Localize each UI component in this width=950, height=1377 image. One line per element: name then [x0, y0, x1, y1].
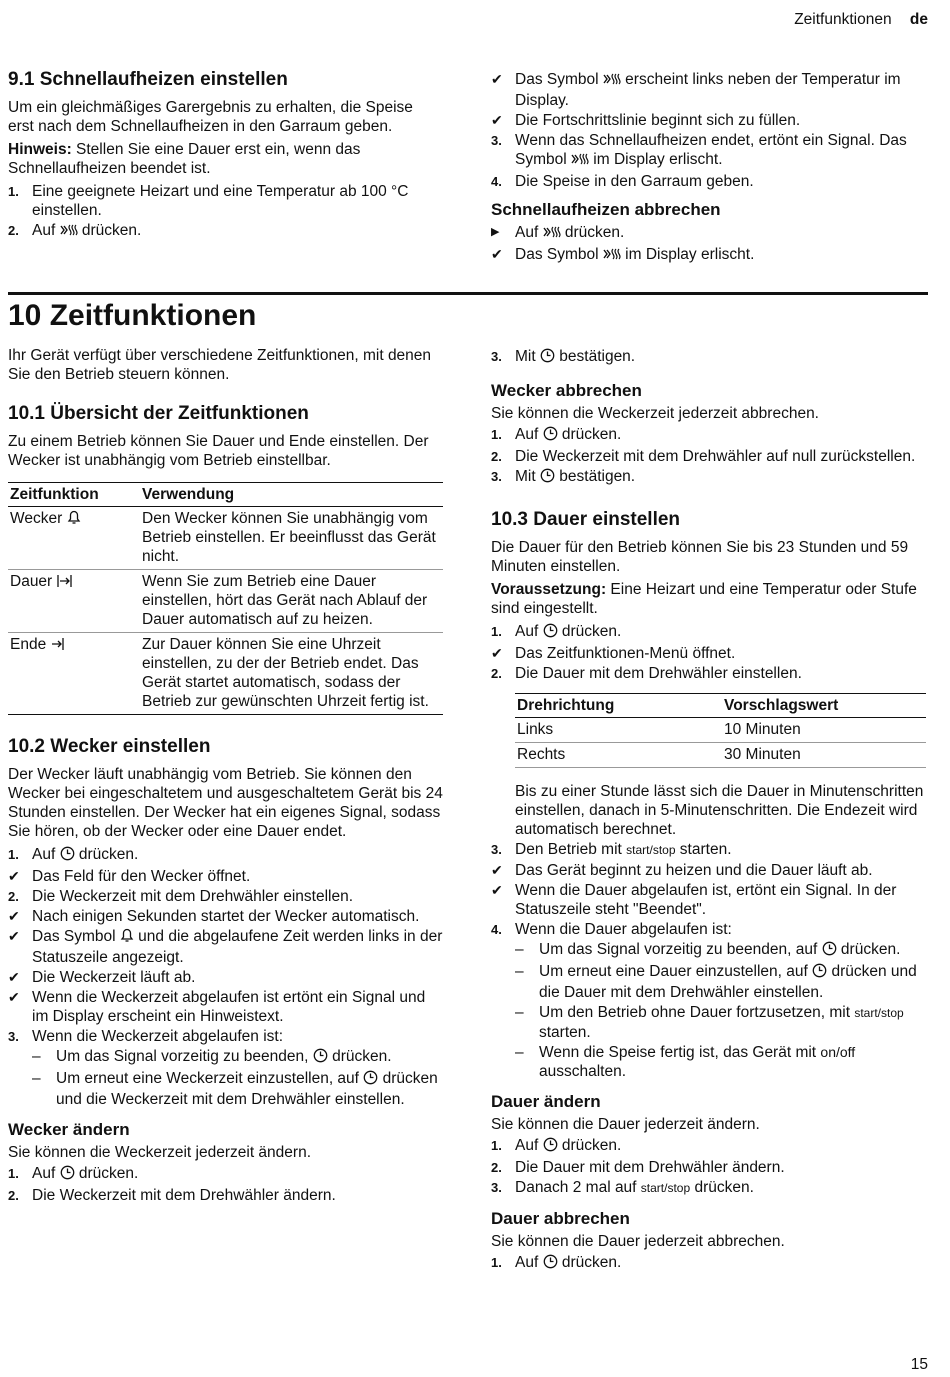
sub-item	[491, 962, 926, 1002]
step	[8, 1027, 443, 1046]
arrow-icon: ▶	[491, 226, 500, 238]
sub-text: Um erneut eine Weckerzeit einzustellen, auf	[56, 1070, 364, 1087]
step-number: 2.	[491, 1160, 502, 1175]
step	[491, 425, 926, 446]
step	[8, 1164, 443, 1185]
check-icon: ✔	[8, 969, 20, 985]
check-icon: ✔	[491, 882, 503, 898]
section-9-1	[8, 68, 428, 243]
check-icon: ✔	[8, 908, 20, 924]
step-text: im Display erlischt.	[589, 151, 723, 168]
table-cell	[8, 507, 140, 570]
step-text: Auf	[515, 426, 543, 443]
step-number: 3.	[491, 1180, 502, 1195]
prerequisite-text: Eine Heizart und eine Temperatur oder Stufe sind eingestellt.	[491, 581, 917, 617]
step-number: 2.	[8, 223, 19, 238]
result	[8, 988, 443, 1026]
step-number: 3.	[491, 349, 502, 364]
step-text: starten.	[675, 841, 732, 858]
step	[491, 467, 926, 488]
header-section: Zeitfunktionen	[794, 11, 892, 28]
sub-text: drücken und die Dauer mit dem Drehwähler einstellen.	[539, 963, 917, 1001]
table-header: Zeitfunktion	[8, 483, 140, 507]
step-text: Die Weckerzeit mit dem Drehwähler auf null zurückstellen.	[515, 448, 916, 465]
bell-icon	[67, 510, 81, 530]
sub-text: starten.	[539, 1024, 591, 1041]
sub-text: Um das Signal vorzeitig zu beenden,	[56, 1048, 313, 1065]
function-name: Wecker	[10, 510, 63, 527]
clock-icon	[60, 1165, 75, 1185]
step-number: 1.	[8, 847, 19, 862]
fast-heat-icon	[603, 247, 621, 266]
clock-icon	[543, 1137, 558, 1157]
result-text: Das Feld für den Wecker öffnet.	[32, 868, 251, 885]
note	[8, 140, 428, 178]
table-cell	[8, 570, 140, 633]
table-header-row	[515, 694, 926, 718]
result-text: Wenn die Weckerzeit abgelaufen ist ertönt ein Signal und im Display erscheint ein Hinweistext.	[32, 989, 426, 1025]
chapter-title: 10 Zeitfunktionen	[8, 299, 257, 332]
step	[8, 887, 443, 906]
section-title: 9.1 Schnellaufheizen einstellen	[8, 69, 288, 90]
step-number: 2.	[491, 449, 502, 464]
table-header: Vorschlagswert	[722, 694, 926, 718]
step-number: 1.	[491, 1255, 502, 1270]
result	[8, 867, 443, 886]
check-icon: ✔	[8, 989, 20, 1005]
step-number: 1.	[491, 624, 502, 639]
sub-text: drücken und die Weckerzeit mit dem Drehwähler einstellen.	[56, 1070, 438, 1108]
step	[491, 664, 926, 683]
step-number: 2.	[491, 666, 502, 681]
table-row	[8, 633, 443, 715]
step-text: Die Weckerzeit mit dem Drehwähler einstellen.	[32, 888, 354, 905]
step-text: bestätigen.	[554, 468, 636, 485]
step-text: Die Dauer mit dem Drehwähler ändern.	[515, 1159, 785, 1176]
result-text: Das Symbol	[515, 71, 603, 88]
step-text: drücken.	[557, 1254, 622, 1271]
page-header	[794, 10, 928, 29]
step-text: Wenn die Dauer abgelaufen ist:	[515, 921, 732, 938]
section-title: 10.2 Wecker einstellen	[8, 736, 211, 757]
step-number: 4.	[491, 922, 502, 937]
step-text: Die Dauer mit dem Drehwähler einstellen.	[515, 665, 802, 682]
step-number: 2.	[8, 889, 19, 904]
step-text: Die Weckerzeit mit dem Drehwähler ändern.	[32, 1187, 336, 1204]
function-name: Dauer	[10, 573, 53, 590]
step-text: Auf	[32, 846, 60, 863]
step-text: Auf	[515, 1254, 543, 1271]
step	[491, 920, 926, 939]
step-text: Wenn die Weckerzeit abgelaufen ist:	[32, 1028, 284, 1045]
step	[491, 131, 926, 171]
paragraph: Sie können die Weckerzeit jederzeit ändern.	[8, 1144, 311, 1161]
step-text: bestätigen.	[554, 348, 636, 365]
paragraph: Bis zu einer Stunde lässt sich die Dauer in Minutenschritten einstellen, danach in 5-Minutenschritten. Die Endezeit wird automatisch berechnet.	[515, 783, 924, 838]
step	[491, 840, 926, 860]
step-number: 4.	[491, 174, 502, 189]
paragraph: Um ein gleichmäßiges Garergebnis zu erhalten, die Speise erst nach dem Schnellaufheizen in den Garraum geben.	[8, 99, 413, 135]
sub-item	[491, 1043, 926, 1081]
check-icon: ✔	[491, 862, 503, 878]
step-number: 3.	[491, 469, 502, 484]
clock-icon	[60, 846, 75, 866]
table-cell: Wenn Sie zum Betrieb eine Dauer einstellen, hört das Gerät nach Ablauf der Dauer automatisch auf zu heizen.	[140, 570, 443, 633]
result-text: Wenn die Dauer abgelaufen ist, ertönt ein Signal. In der Statuszeile steht "Beendet".	[515, 882, 897, 918]
step	[491, 1178, 926, 1198]
clock-icon	[540, 468, 555, 488]
table-header-row	[8, 483, 443, 507]
chapter-rule	[8, 292, 928, 295]
clock-icon	[812, 963, 827, 983]
step-text: drücken.	[74, 846, 139, 863]
step	[491, 447, 926, 466]
step-number: 3.	[8, 1029, 19, 1044]
action	[491, 223, 926, 244]
step-text: Auf	[515, 1137, 543, 1154]
step	[491, 172, 926, 191]
on-off-key: on/off	[820, 1044, 856, 1060]
step-text: drücken.	[690, 1179, 754, 1196]
check-icon: ✔	[491, 112, 503, 128]
sub-item	[491, 940, 926, 961]
paragraph: Der Wecker läuft unabhängig vom Betrieb. Sie können den Wecker bei eingeschaltetem und ausgeschaltetem Gerät bis 24 Stunden einstellen. Der Wecker hat ein eigenes Signal, sodass Sie hören, ob der Wecker oder eine Dauer endet.	[8, 766, 443, 840]
table-cell: Den Wecker können Sie unabhängig vom Betrieb einstellen. Er beeinflusst das Gerät nicht.	[140, 507, 443, 570]
table-cell: 10 Minuten	[722, 718, 926, 743]
result-text: Das Symbol	[32, 928, 120, 945]
time-functions-table	[8, 482, 443, 715]
step-text: Mit	[515, 348, 540, 365]
paragraph: Sie können die Weckerzeit jederzeit abbrechen.	[491, 405, 819, 422]
paragraph: Sie können die Dauer jederzeit abbrechen.	[491, 1233, 785, 1250]
step	[8, 182, 428, 220]
paragraph: Sie können die Dauer jederzeit ändern.	[491, 1116, 760, 1133]
sub-item	[8, 1069, 443, 1109]
step-text: Auf	[32, 222, 60, 239]
sub-item	[491, 1003, 926, 1042]
result-text: im Display erlischt.	[620, 246, 755, 263]
step	[491, 1136, 926, 1157]
sub-text: drücken.	[836, 941, 901, 958]
header-lang: de	[909, 11, 928, 28]
section-title: 10.1 Übersicht der Zeitfunktionen	[8, 403, 309, 424]
paragraph: Zu einem Betrieb können Sie Dauer und Ende einstellen. Der Wecker ist unabhängig vom Betrieb einstellbar.	[8, 433, 429, 469]
result-text: Die Weckerzeit läuft ab.	[32, 969, 196, 986]
step-number: 1.	[8, 184, 19, 199]
result	[491, 111, 926, 130]
section-title: 10.3 Dauer einstellen	[491, 509, 681, 530]
result	[491, 70, 926, 110]
dash-bullet: –	[515, 941, 524, 958]
check-icon: ✔	[8, 868, 20, 884]
prerequisite	[491, 580, 926, 618]
table-cell: 30 Minuten	[722, 743, 926, 768]
sub-text: Um den Betrieb ohne Dauer fortzusetzen, mit	[539, 1004, 855, 1021]
fast-heat-icon	[603, 72, 621, 91]
table-cell: Rechts	[515, 743, 722, 768]
result-text: Die Fortschrittslinie beginnt sich zu füllen.	[515, 112, 801, 129]
step	[8, 1186, 443, 1205]
step-text: Den Betrieb mit	[515, 841, 627, 858]
clock-icon	[543, 623, 558, 643]
step-text: Auf	[515, 623, 543, 640]
paragraph: Die Dauer für den Betrieb können Sie bis 23 Stunden und 59 Minuten einstellen.	[491, 539, 909, 575]
check-icon: ✔	[491, 246, 503, 262]
step-number: 1.	[491, 1138, 502, 1153]
step-number: 3.	[491, 842, 502, 857]
note-text: Stellen Sie eine Dauer erst ein, wenn das Schnellaufheizen beendet ist.	[8, 141, 361, 177]
dash-bullet: –	[515, 963, 524, 980]
step	[491, 1253, 926, 1274]
start-stop-key: start/stop	[626, 843, 676, 857]
result	[491, 861, 926, 880]
table-wrap	[491, 693, 926, 768]
clock-icon	[363, 1070, 378, 1090]
fast-heat-icon	[543, 225, 561, 244]
table-row	[515, 718, 926, 743]
step	[491, 1158, 926, 1177]
end-time-icon	[51, 637, 65, 656]
direction-table	[515, 693, 926, 768]
result	[491, 644, 926, 663]
step-text: Auf	[32, 1165, 60, 1182]
subsection-title: Wecker abbrechen	[491, 381, 642, 400]
table-row	[8, 507, 443, 570]
subsection-title: Dauer ändern	[491, 1092, 601, 1111]
result-text: Das Gerät beginnt zu heizen und die Dauer läuft ab.	[515, 862, 873, 879]
step-text: Wenn das Schnellaufheizen endet, ertönt ein Signal. Das Symbol	[515, 132, 907, 168]
step-number: 3.	[491, 133, 502, 148]
step-number: 2.	[8, 1188, 19, 1203]
prerequisite-label: Voraussetzung:	[491, 581, 607, 598]
check-icon: ✔	[491, 71, 503, 87]
start-stop-key: start/stop	[640, 1181, 691, 1195]
bell-icon	[120, 928, 134, 948]
result-text: Das Zeitfunktionen-Menü öffnet.	[515, 645, 736, 662]
check-icon: ✔	[491, 645, 503, 661]
step	[8, 845, 443, 866]
table-row	[515, 743, 926, 768]
section-9-1-cont	[491, 70, 926, 267]
step	[491, 347, 926, 368]
step-text: Eine geeignete Heizart und eine Temperatur ab 100 °C einstellen.	[32, 183, 409, 219]
sub-text: Um erneut eine Dauer einzustellen, auf	[539, 963, 813, 980]
function-name: Ende	[10, 636, 47, 653]
result-text: Das Symbol	[515, 246, 603, 263]
sub-text: Wenn die Speise fertig ist, das Gerät mit	[539, 1044, 821, 1061]
sub-text: drücken.	[327, 1048, 392, 1065]
step-text: Die Speise in den Garraum geben.	[515, 173, 754, 190]
result-text: und die abgelaufene Zeit werden links in der Statuszeile angezeigt.	[32, 928, 443, 966]
table-cell: Zur Dauer können Sie eine Uhrzeit einstellen, zu der der Betrieb endet. Das Gerät startet automatisch, sodass der Betrieb zur gewünschten Uhrzeit fertig ist.	[142, 636, 429, 710]
note-label: Hinweis:	[8, 141, 72, 158]
table-row	[8, 570, 443, 633]
step-text: drücken.	[77, 222, 142, 239]
result	[8, 927, 443, 967]
result	[8, 968, 443, 987]
check-icon: ✔	[8, 928, 20, 944]
clock-icon	[543, 1254, 558, 1274]
start-stop-key: start/stop	[854, 1006, 904, 1020]
step-text: drücken.	[74, 1165, 139, 1182]
dash-bullet: –	[515, 1004, 524, 1021]
step-text: drücken.	[557, 1137, 622, 1154]
step	[8, 221, 428, 242]
result-text: Nach einigen Sekunden startet der Wecker automatisch.	[32, 908, 420, 925]
fast-heat-icon	[60, 223, 78, 242]
table-header: Verwendung	[140, 483, 443, 507]
subsection-title: Wecker ändern	[8, 1120, 130, 1139]
subsection-title: Schnellaufheizen abbrechen	[491, 200, 721, 219]
result	[491, 881, 926, 919]
subsection-title: Dauer abbrechen	[491, 1209, 630, 1228]
clock-icon	[822, 941, 837, 961]
right-column	[491, 347, 926, 1275]
result	[8, 907, 443, 926]
duration-icon	[57, 574, 73, 593]
dash-bullet: –	[32, 1048, 41, 1065]
sub-item	[8, 1047, 443, 1068]
left-column	[8, 298, 443, 1206]
action-text: Auf	[515, 224, 543, 241]
dash-bullet: –	[32, 1070, 41, 1087]
page-number: 15	[910, 1356, 928, 1373]
clock-icon	[543, 426, 558, 446]
paragraph: Ihr Gerät verfügt über verschiedene Zeitfunktionen, mit denen Sie den Betrieb steuern können.	[8, 347, 432, 383]
table-header: Drehrichtung	[515, 694, 722, 718]
dash-bullet: –	[515, 1044, 524, 1061]
fast-heat-icon	[571, 152, 589, 171]
clock-icon	[313, 1048, 328, 1068]
step-text: Mit	[515, 468, 540, 485]
sub-text: Um das Signal vorzeitig zu beenden, auf	[539, 941, 822, 958]
step-text: drücken.	[557, 623, 622, 640]
sub-text: ausschalten.	[539, 1063, 627, 1080]
step-number: 1.	[8, 1166, 19, 1181]
result-text: erscheint links neben der Temperatur im Display.	[515, 71, 901, 109]
step-text: Danach 2 mal auf	[515, 1179, 641, 1196]
table-cell: Links	[515, 718, 722, 743]
step-number: 1.	[491, 427, 502, 442]
action-text: drücken.	[560, 224, 625, 241]
step-text: drücken.	[557, 426, 622, 443]
result	[491, 245, 926, 266]
clock-icon	[540, 348, 555, 368]
table-cell	[8, 633, 140, 715]
step	[491, 622, 926, 643]
